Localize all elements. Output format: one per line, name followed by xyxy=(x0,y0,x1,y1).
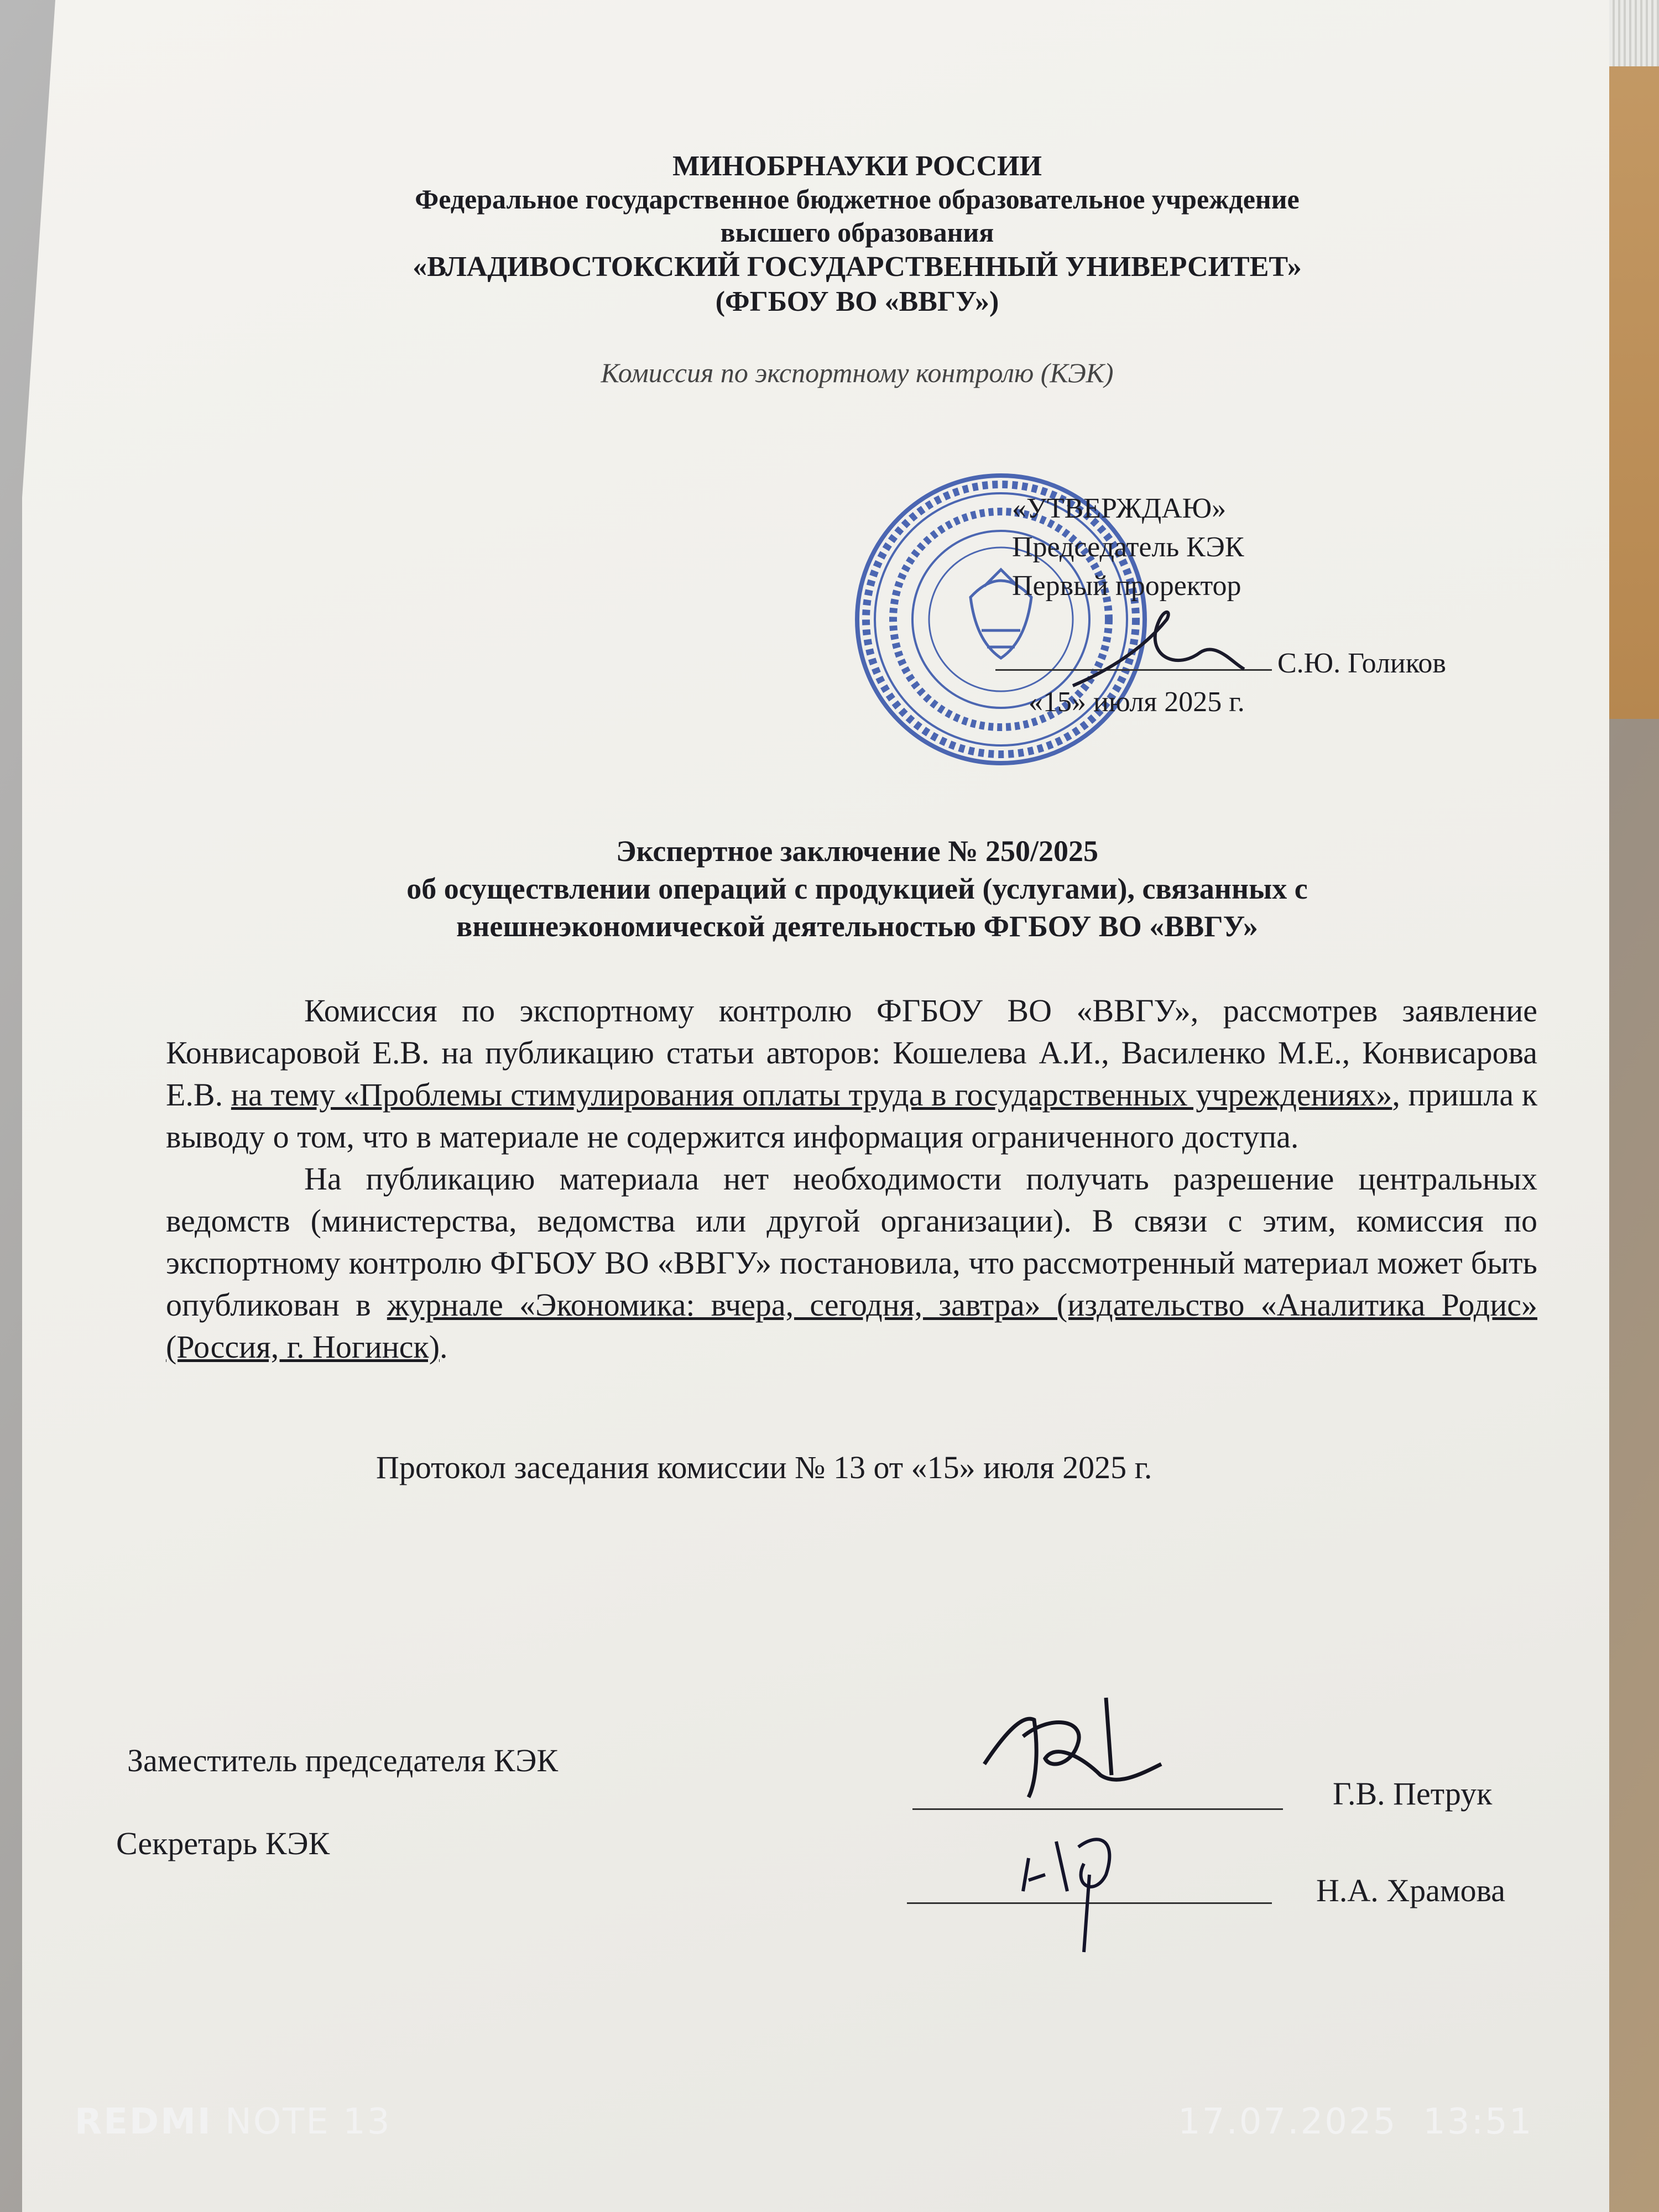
conclusion-body xyxy=(166,990,1537,1368)
ministry-heading: МИНОБРНАУКИ РОССИИ xyxy=(672,150,1042,182)
approval-name: С.Ю. Голиков xyxy=(1277,648,1446,679)
institution-line-1: Федеральное государственное бюджетное образовательное учреждение xyxy=(415,184,1300,215)
institution-line-2: высшего образования xyxy=(720,217,994,248)
deputy-signature xyxy=(973,1681,1183,1814)
paragraph-1: Комиссия по экспортному контролю ФГБОУ ВО «ВВГУ», рассмотрев заявление Конвисаровой Е.В. на публикацию статьи авторов: Кошелева А.И., Василенко М.Е., Конвисарова Е.В. на тему «Проблемы стимулирования оплаты труда в государственных учреждениях», пришла к выводу о том, что в материале не содержится информация ограниченного доступа. xyxy=(166,993,1538,1155)
approval-approve: «УТВЕРЖДАЮ» xyxy=(1012,493,1227,524)
secretary-name: Н.А. Храмова xyxy=(1316,1872,1505,1908)
university-abbr: (ФГБОУ ВО «ВВГУ») xyxy=(715,286,999,317)
journal-name: журнале «Экономика: вчера, сегодня, завтра» (издательство «Аналитика Родис» (Россия, г. Ногинск) xyxy=(166,1287,1537,1365)
conclusion-title: Экспертное заключение № 250/2025 xyxy=(615,834,1099,868)
secretary-signature xyxy=(1006,1808,1156,1958)
commission-name: Комиссия по экспортному контролю (КЭК) xyxy=(601,357,1114,388)
camera-watermark-datetime: 17.07.2025 13:51 xyxy=(1178,2101,1533,2142)
conclusion-subtitle-1: об осуществлении операций с продукцией (услугами), связанных с xyxy=(406,872,1308,905)
approval-role-2: Первый проректор xyxy=(1012,570,1241,602)
secretary-role: Секретарь КЭК xyxy=(116,1825,330,1861)
approval-date: «15» июля 2025 г. xyxy=(1029,686,1245,718)
deputy-role: Заместитель председателя КЭК xyxy=(127,1743,559,1778)
deputy-name: Г.В. Петрук xyxy=(1333,1776,1493,1812)
conclusion-subtitle-2: внешнеэкономической деятельностью ФГБОУ ВО «ВВГУ» xyxy=(456,910,1258,943)
approval-role-1: Председатель КЭК xyxy=(1012,531,1244,563)
article-topic: на тему «Проблемы стимулирования оплаты труда в государственных учреждениях» xyxy=(231,1077,1392,1113)
camera-watermark-brand: REDMI NOTE 13 xyxy=(75,2101,392,2142)
paragraph-2: На публикацию материала нет необходимости получать разрешение центральных ведомств (министерства, ведомства или другой организации). В связи с этим, комиссия по экспортному контролю ФГБОУ ВО «ВВГУ» постановила, что рассмотренный материал может быть опубликован в журнале «Экономика: вчера, сегодня, завтра» (издательство «Аналитика Родис» (Россия, г. Ногинск). xyxy=(166,1161,1537,1365)
protocol-line: Протокол заседания комиссии № 13 от «15» июля 2025 г. xyxy=(376,1449,1152,1485)
university-name: «ВЛАДИВОСТОКСКИЙ ГОСУДАРСТВЕННЫЙ УНИВЕРСИТЕТ» xyxy=(413,251,1302,283)
